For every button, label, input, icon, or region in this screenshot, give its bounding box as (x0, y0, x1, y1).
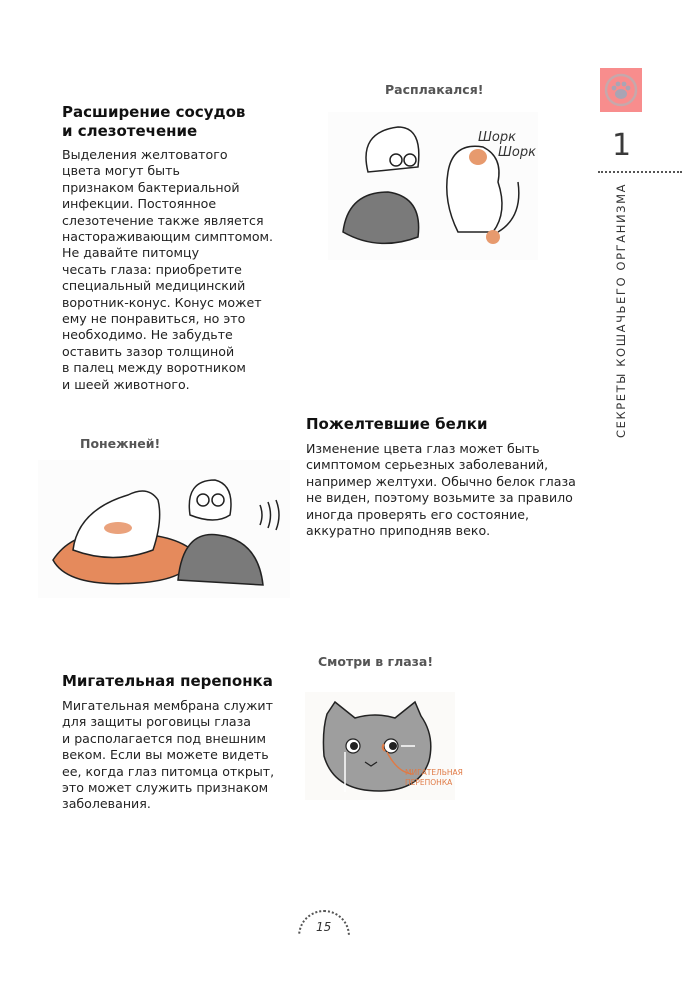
page-number: 15 (316, 920, 332, 934)
section-title: Расширение сосудов и слезотечение (62, 103, 246, 140)
illustration-caption: Смотри в глаза! (318, 654, 434, 669)
sfx-text: Шорк (498, 145, 536, 160)
section-body: Выделения желтоватого цвета могут быть признаком бактериальной инфекции. Постоянное слезотечение также является настораживающим симптомом. Не давайте питомцу чесать глаза: приобретите специальный медицинский воротник-конус. Конус может ему не понравиться, но это необходимо. Не забудьте оставить зазор толщиной в палец между воротником и шеей животного. (62, 147, 274, 392)
paw-icon (600, 68, 642, 112)
membrane-label: МИГАТЕЛЬНАЯ ПЕРЕПОНКА (405, 768, 463, 787)
section-title: Пожелтевшие белки (306, 415, 488, 433)
chapter-icon-tile (600, 68, 642, 112)
section-title: Мигательная перепонка (62, 672, 273, 690)
illustration-caption: Расплакался! (385, 82, 484, 97)
illustration-caption: Понежней! (80, 436, 161, 451)
section-yellow-whites (306, 415, 596, 539)
chapter-divider (598, 171, 682, 173)
man-and-cat-drawing (38, 460, 290, 598)
illustration-cat-face (305, 692, 463, 800)
section-body: Мигательная мембрана служит для защиты роговицы глаза и располагается под внешним веком. Если вы можете видеть ее, когда глаз питомца открыт, это может служить признаком заболевания. (62, 698, 275, 812)
page-number-arc (298, 910, 350, 962)
chapter-number: 1 (612, 128, 632, 163)
sfx-text: Шорк (478, 130, 516, 145)
section-tearing (62, 103, 292, 393)
section-nictitating-membrane (62, 672, 292, 813)
illustration-man-cleaning-cat (38, 460, 290, 598)
section-body: Изменение цвета глаз может быть симптомом серьезных заболеваний, например желтухи. Обычно белок глаза не виден, поэтому возьмите за правило иногда проверять его состояние, аккуратно приподняв веко. (306, 441, 576, 539)
chapter-title: СЕКРЕТЫ КОШАЧЬЕГО ОРГАНИЗМА (614, 182, 628, 438)
illustration-crying-cat (328, 112, 538, 260)
